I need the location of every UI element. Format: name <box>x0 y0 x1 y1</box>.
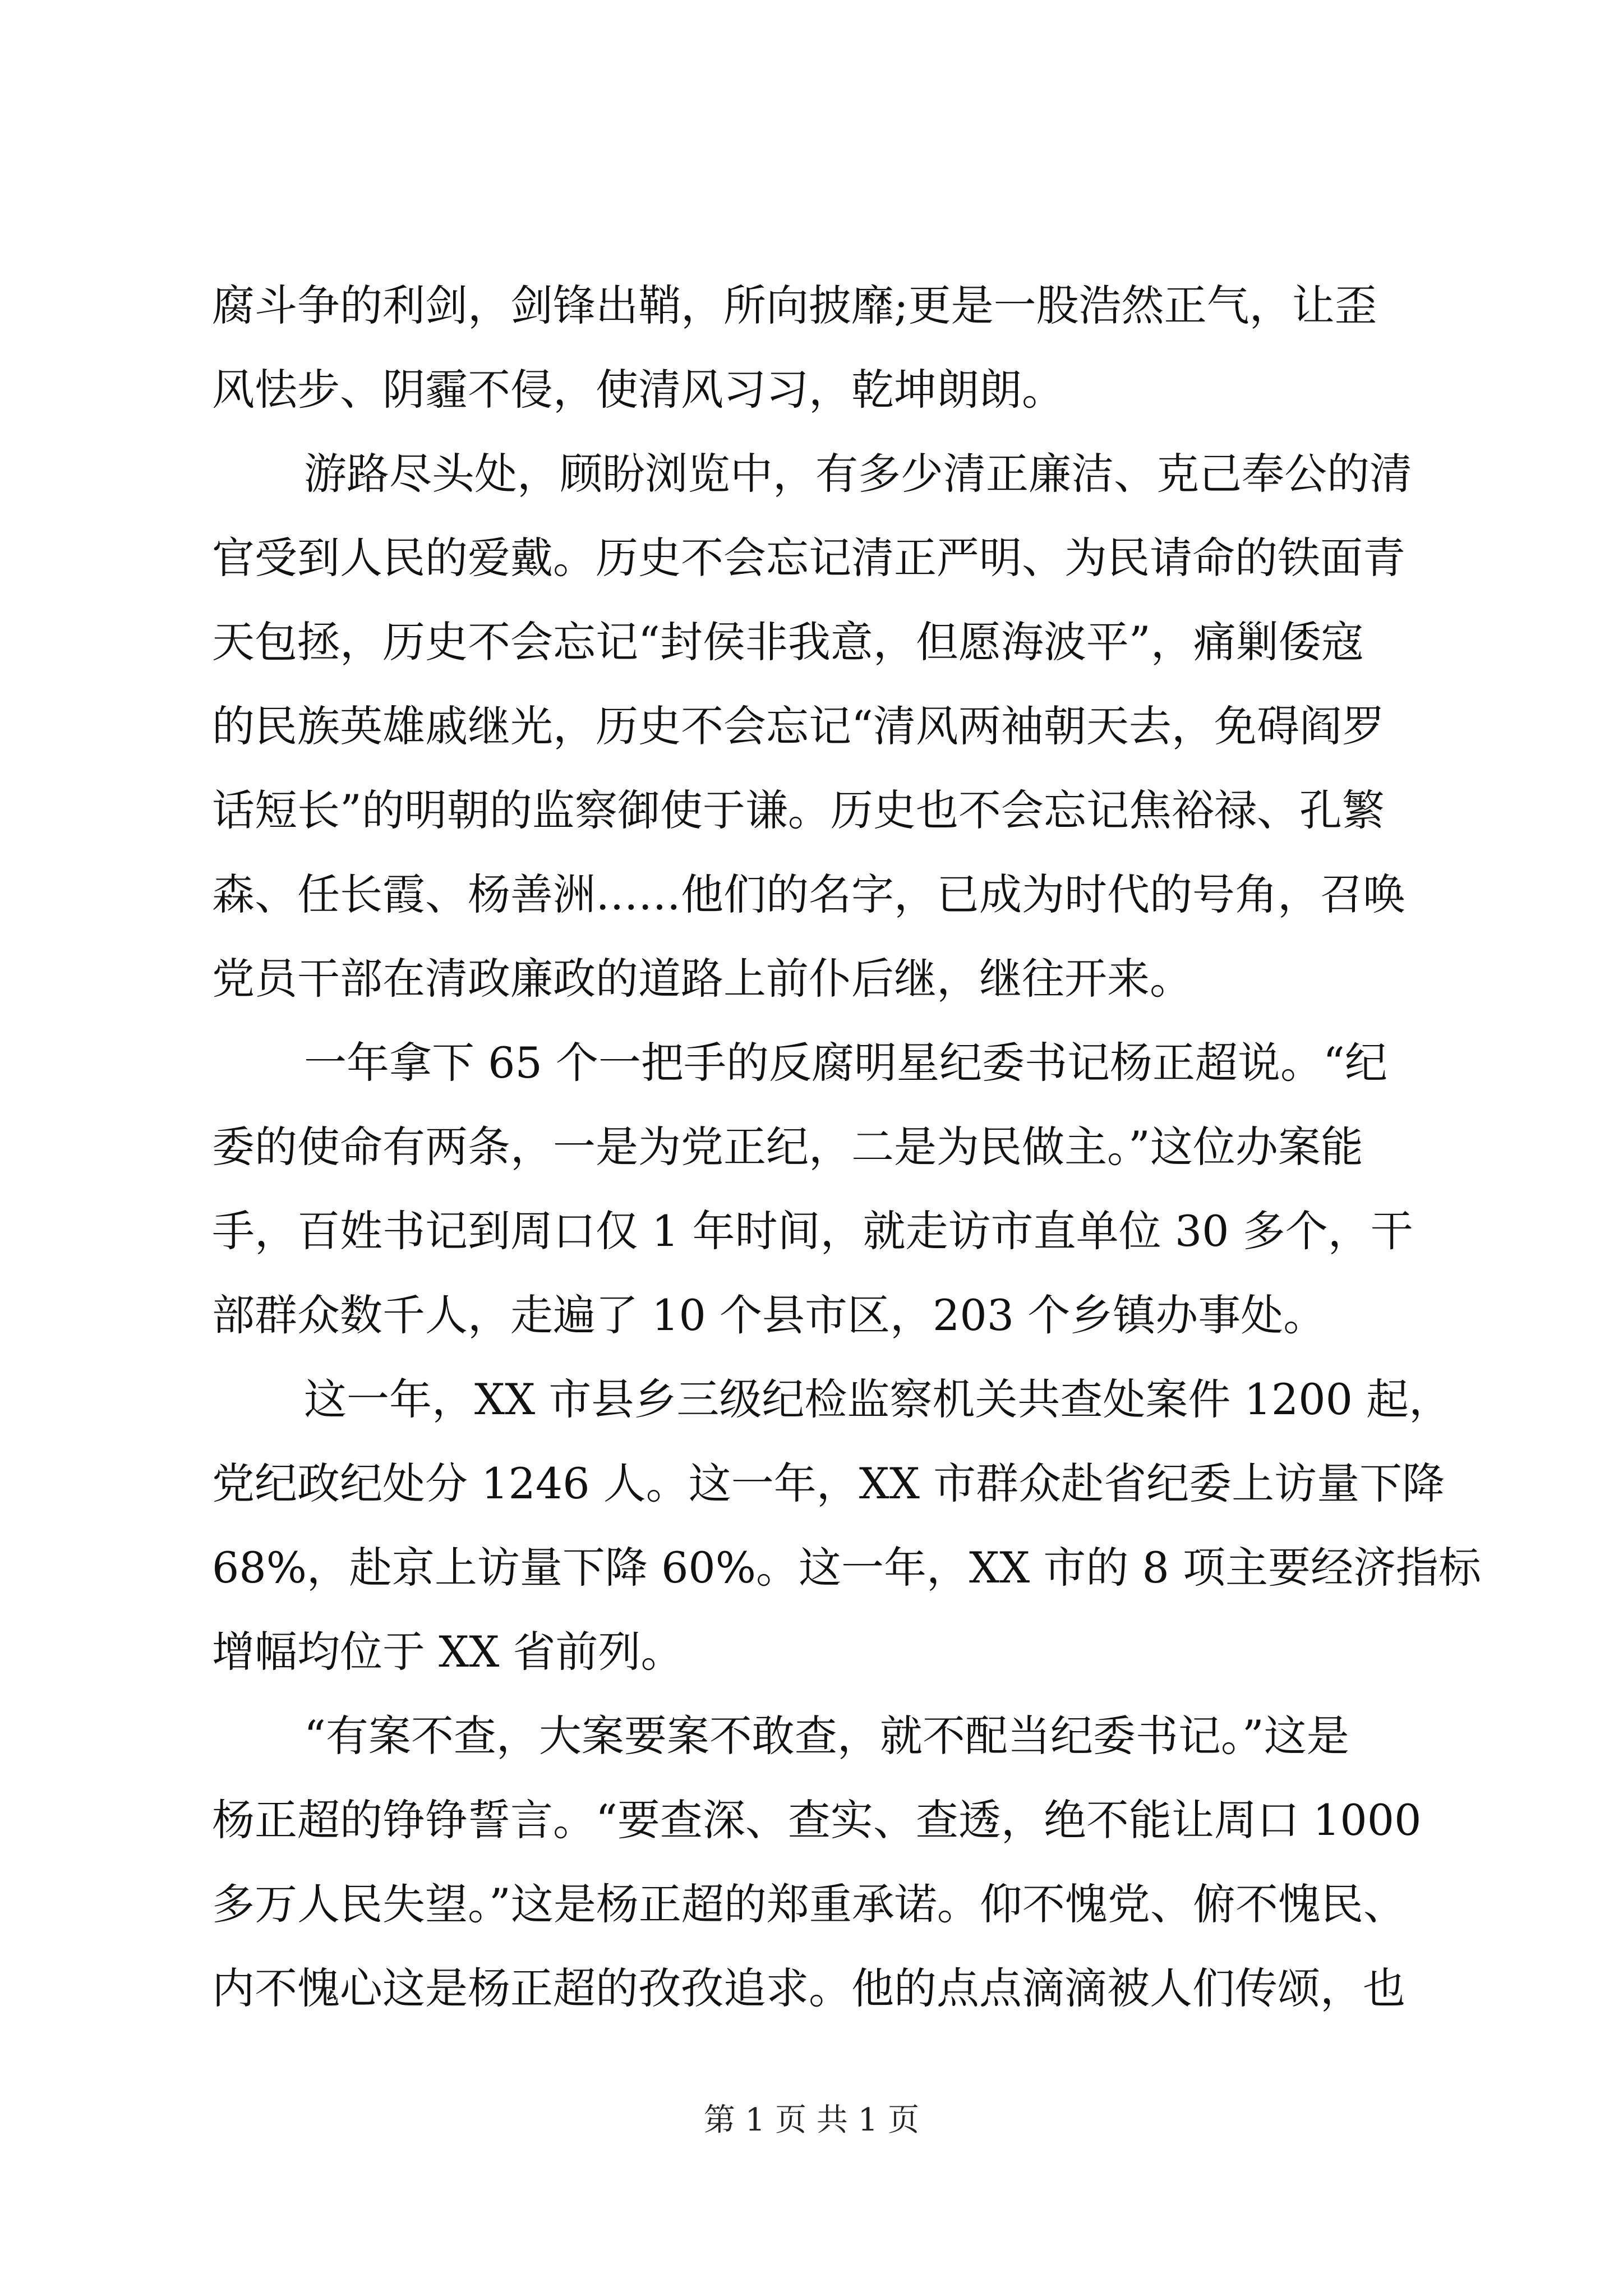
text-line: 天包拯，历史不会忘记“封侯非我意，但愿海波平”，痛剿倭寇 <box>212 617 1364 667</box>
text-line: “有案不查，大案要案不敢查，就不配当纪委书记。”这是 <box>304 1711 1349 1761</box>
text-line: 游路尽头处，顾盼浏览中，有多少清正廉洁、克己奉公的清 <box>304 449 1412 499</box>
text-line: 68%，赴京上访量下降 60%。这一年，XX 市的 8 项主要经济指标 <box>212 1543 1482 1593</box>
text-line: 部群众数千人，走遍了 10 个县市区，203 个乡镇办事处。 <box>212 1290 1326 1340</box>
text-line: 的民族英雄戚继光，历史不会忘记“清风两袖朝天去，免碍阎罗 <box>212 701 1385 751</box>
text-line: 森、任长霞、杨善洲……他们的名字，已成为时代的号角，召唤 <box>212 869 1405 919</box>
text-line: 杨正超的铮铮誓言。“要查深、查实、查透，绝不能让周口 1000 <box>212 1795 1422 1845</box>
text-line: 手，百姓书记到周口仅 1 年时间，就走访市直单位 30 多个，干 <box>212 1206 1413 1256</box>
text-line: 党纪政纪处分 1246 人。这一年，XX 市群众赴省纪委上访量下降 <box>212 1458 1445 1508</box>
text-line: 一年拿下 65 个一把手的反腐明星纪委书记杨正超说。“纪 <box>304 1038 1387 1088</box>
text-line: 腐斗争的利剑，剑锋出鞘，所向披靡;更是一股浩然正气，让歪 <box>212 280 1377 330</box>
document-body <box>212 264 1482 2031</box>
text-line: 官受到人民的爱戴。历史不会忘记清正严明、为民请命的铁面青 <box>212 533 1405 583</box>
text-line: 增幅均位于 XX 省前列。 <box>212 1627 684 1677</box>
text-line: 内不愧心这是杨正超的孜孜追求。他的点点滴滴被人们传颂，也 <box>212 1963 1405 2013</box>
text-line: 风怯步、阴霾不侵，使清风习习，乾坤朗朗。 <box>212 365 1064 415</box>
text-line: 话短长”的明朝的监察御使于谦。历史也不会忘记焦裕禄、孔繁 <box>212 785 1385 835</box>
text-line: 党员干部在清政廉政的道路上前仆后继，继往开来。 <box>212 954 1192 1004</box>
page-footer: 第 1 页 共 1 页 <box>703 2102 920 2138</box>
text-line: 多万人民失望。”这是杨正超的郑重承诺。仰不愧党、俯不愧民、 <box>212 1879 1406 1929</box>
text-line: 委的使命有两条，一是为党正纪，二是为民做主。”这位办案能 <box>212 1122 1363 1172</box>
text-line: 这一年，XX 市县乡三级纪检监察机关共查处案件 1200 起， <box>304 1374 1452 1424</box>
